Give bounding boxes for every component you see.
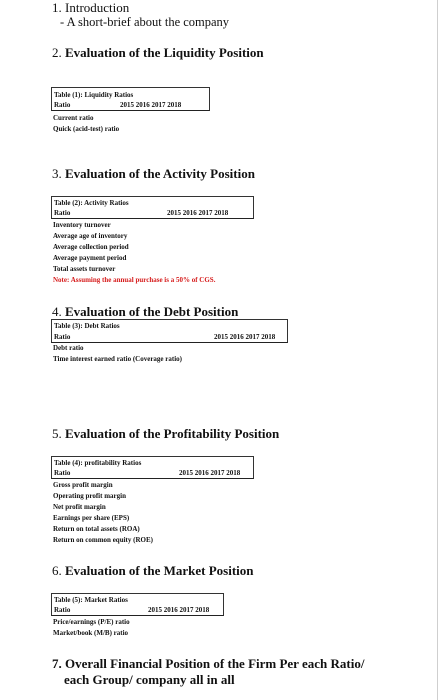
table-header-years: 2015 2016 2017 2018: [214, 333, 276, 341]
section-7-heading: [52, 656, 364, 688]
section-title: Evaluation of the Activity Position: [65, 166, 255, 181]
table-header-years: 2015 2016 2017 2018: [179, 469, 241, 477]
profitability-rows: [53, 480, 153, 546]
table-row: Net profit margin: [53, 503, 106, 511]
table-row: Return on common equity (ROE): [53, 536, 153, 544]
table-row: Inventory turnover: [53, 221, 111, 229]
table-header-ratio: Ratio: [54, 209, 71, 217]
section-number: 3.: [52, 166, 62, 181]
debt-rows: [53, 343, 182, 365]
debt-table: [51, 319, 288, 343]
activity-rows: [53, 220, 215, 286]
table-row: Gross profit margin: [53, 481, 113, 489]
section-2-heading: [52, 45, 264, 61]
table-header-years: 2015 2016 2017 2018: [148, 606, 210, 614]
table-header-ratio: Ratio: [54, 606, 71, 614]
table-note: Note: Assuming the annual purchase is a 50% of CGS.: [53, 276, 216, 284]
section-6-heading: [52, 563, 254, 579]
section-title: Introduction: [65, 0, 130, 15]
section-3-heading: [52, 166, 255, 182]
table-header-ratio: Ratio: [54, 333, 71, 341]
table-row: Average collection period: [53, 243, 129, 251]
table-row: Market/book (M/B) ratio: [53, 629, 129, 637]
section-1-subtext: - A short-brief about the company: [60, 15, 230, 29]
table-row: Average payment period: [53, 254, 127, 262]
page-edge: [437, 0, 438, 700]
profitability-table: [51, 456, 254, 479]
table-header-ratio: Ratio: [54, 101, 71, 109]
table-row: Price/earnings (P/E) ratio: [53, 618, 130, 626]
section-5-heading: [52, 426, 279, 442]
section-number: 1.: [52, 0, 62, 15]
market-table: [51, 593, 224, 616]
table-row: Operating profit margin: [53, 492, 126, 500]
table-row: Quick (acid-test) ratio: [53, 125, 120, 133]
table-header-years: 2015 2016 2017 2018: [167, 209, 229, 217]
section-title: Evaluation of the Profitability Position: [65, 426, 280, 441]
section-4-heading: [52, 304, 238, 320]
market-rows: [53, 617, 130, 639]
section-number: 4.: [52, 304, 62, 319]
table-row: Average age of inventory: [53, 232, 128, 240]
section-title: Evaluation of the Debt Position: [65, 304, 239, 319]
table-header-years: 2015 2016 2017 2018: [120, 101, 182, 109]
section-number: 7.: [52, 656, 62, 671]
section-title-line-1: Overall Financial Position of the Firm Per each Ratio/: [65, 656, 365, 671]
section-title: Evaluation of the Liquidity Position: [65, 45, 264, 60]
section-number: 2.: [52, 45, 62, 60]
table-title: Table (4): profitability Ratios: [54, 459, 142, 467]
table-row: Current ratio: [53, 114, 94, 122]
table-title: Table (5): Market Ratios: [54, 596, 128, 604]
table-row: Debt ratio: [53, 344, 84, 352]
liquidity-rows: [53, 113, 119, 135]
section-title: Evaluation of the Market Position: [65, 563, 254, 578]
table-row: Total assets turnover: [53, 265, 116, 273]
activity-table: [51, 196, 254, 219]
table-row: Time interest earned ratio (Coverage ratio): [53, 355, 183, 363]
section-number: 6.: [52, 563, 62, 578]
section-number: 5.: [52, 426, 62, 441]
table-title: Table (1): Liquidity Ratios: [54, 91, 134, 99]
liquidity-table: [51, 87, 210, 111]
section-title-line-2: each Group/ company all in all: [64, 672, 235, 687]
table-header-ratio: Ratio: [54, 469, 71, 477]
table-row: Earnings per share (EPS): [53, 514, 130, 522]
section-1-heading: [52, 0, 129, 16]
table-title: Table (3): Debt Ratios: [54, 322, 120, 330]
table-row: Return on total assets (ROA): [53, 525, 140, 533]
table-title: Table (2): Activity Ratios: [54, 199, 129, 207]
